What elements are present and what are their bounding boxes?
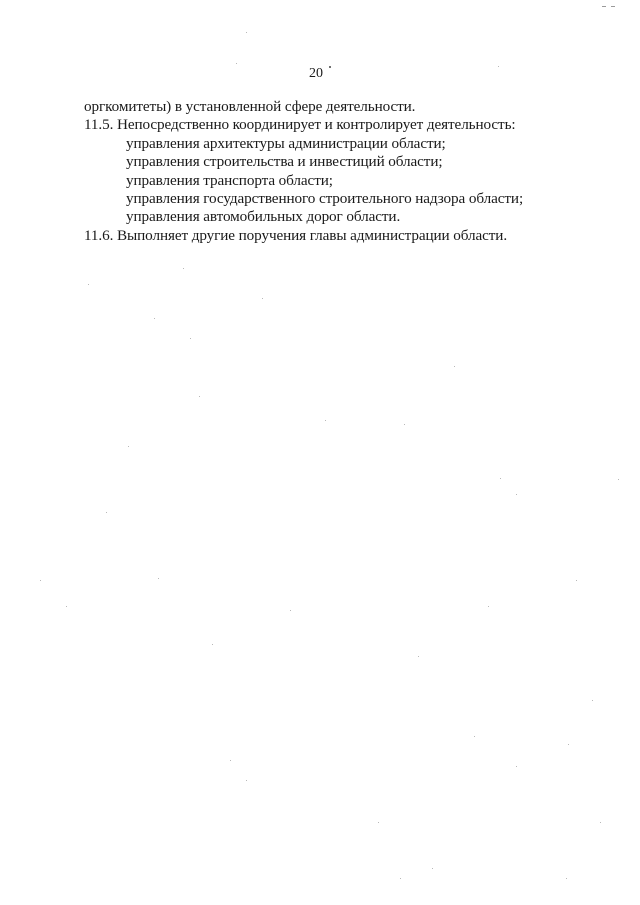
- paragraph-continuation: оргкомитеты) в установленной сфере деятельности.: [84, 98, 416, 115]
- scan-speck: [230, 760, 231, 761]
- scan-speck: [212, 644, 213, 645]
- scan-speck: [400, 878, 401, 879]
- scan-corner-marks: [602, 6, 618, 8]
- scan-speck: [516, 766, 517, 767]
- scan-speck: [106, 512, 107, 513]
- clause-11-5: 11.5. Непосредственно координирует и контролирует деятельность:: [84, 116, 516, 134]
- scan-speck: [432, 868, 433, 869]
- page-number-value: 20: [309, 66, 323, 81]
- scan-speck: [474, 736, 475, 737]
- scan-speck: [199, 396, 200, 397]
- scan-speck: [246, 32, 247, 33]
- scan-speck: [378, 822, 379, 823]
- scan-speck: [516, 494, 517, 495]
- clause-11-6: 11.6. Выполняет другие поручения главы администрации области.: [84, 226, 508, 244]
- document-body: [84, 98, 584, 245]
- list-item-construction-supervision: управления государственного строительного надзора области;: [126, 189, 524, 207]
- scan-speck: [454, 366, 455, 367]
- scan-speck: [500, 478, 501, 479]
- scan-speck: [618, 479, 619, 480]
- list-item-roads: управления автомобильных дорог области.: [126, 208, 401, 226]
- scan-speck: [154, 318, 155, 319]
- scan-speck: [262, 298, 263, 299]
- scan-speck: [488, 606, 489, 607]
- list-item-transport: управления транспорта области;: [126, 171, 333, 189]
- scan-speck: [290, 610, 291, 611]
- scan-speck: [246, 780, 247, 781]
- scan-speck: [568, 744, 569, 745]
- scan-speck: [418, 656, 419, 657]
- scan-speck: [576, 580, 577, 581]
- scan-speck: [128, 446, 129, 447]
- list-item-architecture: управления архитектуры администрации области;: [126, 134, 446, 152]
- scan-speck: [183, 268, 184, 269]
- scan-speck: [88, 284, 89, 285]
- scan-speck: [592, 700, 593, 701]
- scan-speck: [325, 420, 326, 421]
- scan-speck: [40, 580, 41, 581]
- scan-speck: [190, 338, 191, 339]
- list-item-construction-investment: управления строительства и инвестиций области;: [126, 153, 443, 171]
- scan-speck: [404, 424, 405, 425]
- scan-dot: [329, 66, 331, 68]
- scan-speck: [66, 606, 67, 607]
- scan-speck: [600, 822, 601, 823]
- scan-speck: [498, 66, 499, 67]
- page-number: [0, 66, 640, 82]
- scan-speck: [236, 63, 237, 64]
- scan-speck: [566, 878, 567, 879]
- scan-speck: [158, 578, 159, 579]
